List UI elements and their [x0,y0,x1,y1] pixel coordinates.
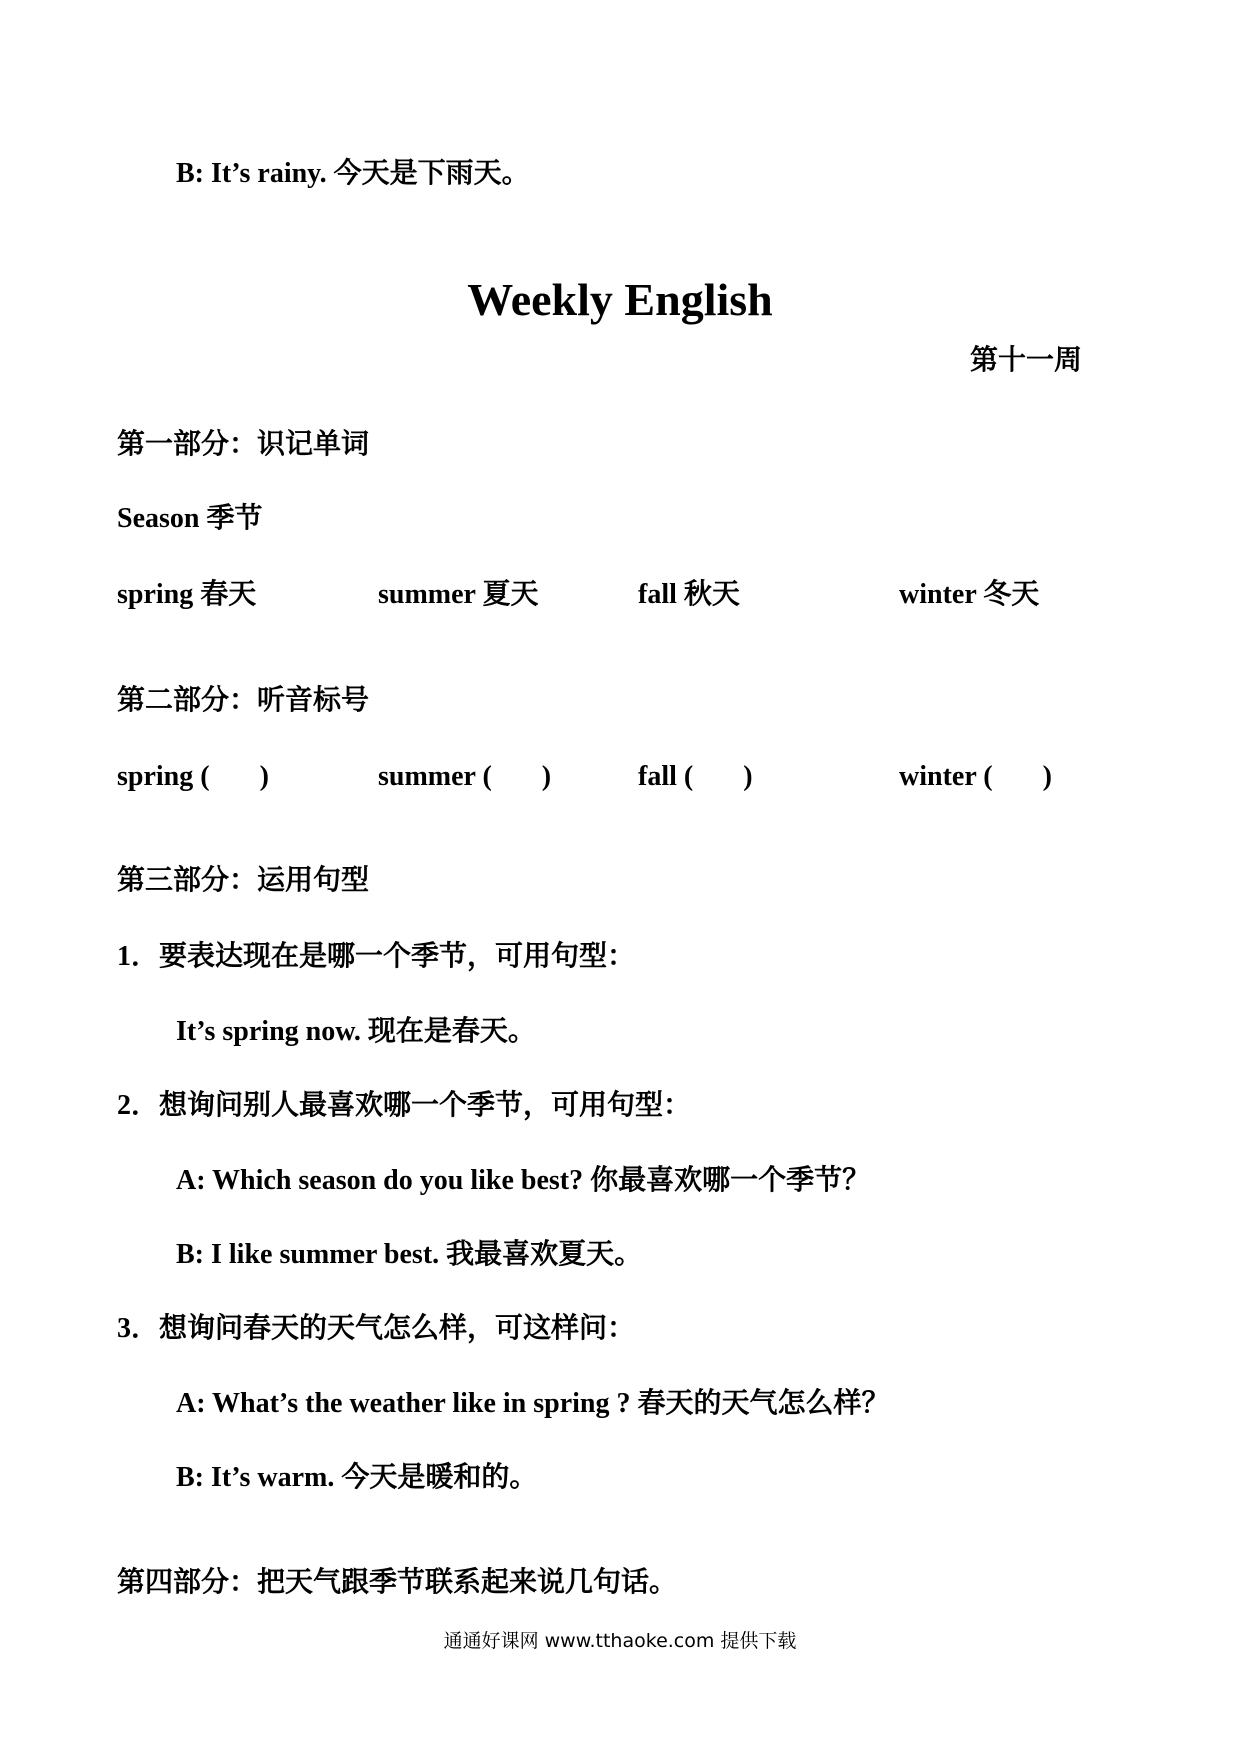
part3-heading: 第三部分：运用句型 [117,865,370,896]
question-2-line-a: A: Which season do you like best? 你最喜欢哪一个季节？ [176,1165,871,1196]
question-2: 2．想询问别人最喜欢哪一个季节，可用句型： [117,1090,692,1121]
listen-item-winter [899,760,1052,794]
listen-word: spring ( [117,761,210,792]
question-2-line-b: B: I like summer best. 我最喜欢夏天。 [176,1239,643,1270]
listen-item-fall [638,760,753,794]
listen-word: summer ( [378,761,492,792]
word-summer: summer 夏天 [378,579,539,610]
listen-close: ) [541,761,552,792]
listen-word: winter ( [899,761,993,792]
question-1: 1．要表达现在是哪一个季节，可用句型： [117,941,636,972]
question-1-example: It’s spring now. 现在是春天。 [176,1016,536,1047]
word-spring: spring 春天 [117,579,257,610]
question-3-line-a: A: What’s the weather like in spring ? 春天的天气怎么样？ [176,1388,890,1419]
listen-close: ) [743,761,753,792]
part4-heading: 第四部分：把天气跟季节联系起来说几句话。 [117,1567,678,1598]
listen-close: ) [259,761,269,792]
footer-text: 通通好课网 www.tthaoke.com 提供下载 [443,1630,797,1652]
listen-item-spring [117,760,269,794]
listen-word: fall ( [638,761,694,792]
part1-heading: 第一部分：识记单词 [117,429,370,460]
part2-heading: 第二部分：听音标号 [117,685,370,716]
word-winter: winter 冬天 [899,579,1040,610]
season-category: Season 季节 [117,503,263,534]
word-fall: fall 秋天 [638,579,740,610]
question-3: 3．想询问春天的天气怎么样，可这样问： [117,1313,636,1344]
week-label: 第十一周 [970,345,1083,376]
listen-item-summer [378,760,551,794]
dialogue-line-b-rainy: B: It’s rainy. 今天是下雨天。 [176,158,530,189]
question-3-line-b: B: It’s warm. 今天是暖和的。 [176,1462,538,1493]
listen-close: ) [1042,761,1052,792]
page-title: Weekly English [467,274,773,325]
